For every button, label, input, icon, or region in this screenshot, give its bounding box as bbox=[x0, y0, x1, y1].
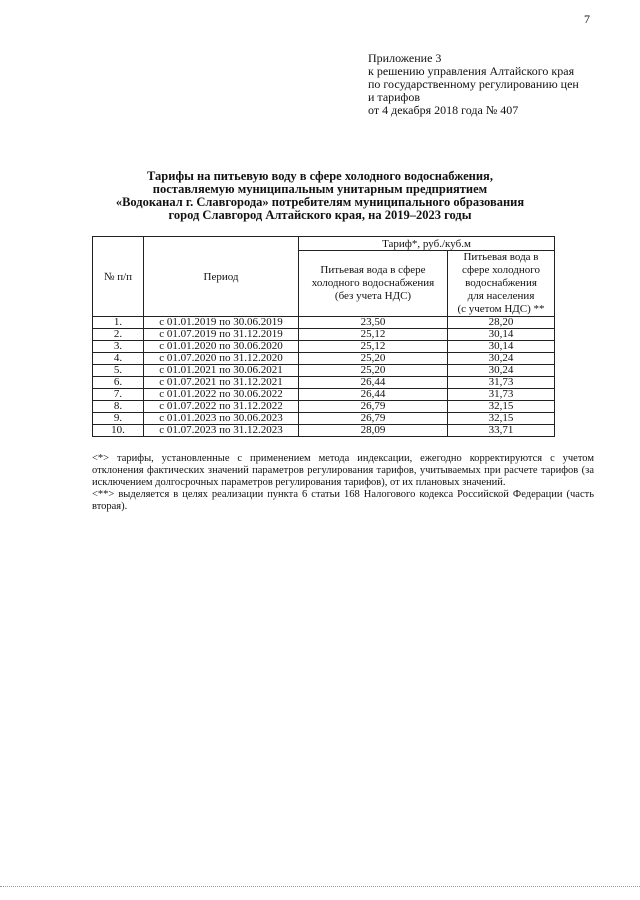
title-line: Тарифы на питьевую воду в сфере холодного водоснабжения, bbox=[147, 169, 493, 183]
row-population: 30,14 bbox=[448, 341, 555, 353]
row-without-vat: 28,09 bbox=[299, 425, 448, 437]
row-period: с 01.01.2022 по 30.06.2022 bbox=[144, 389, 299, 401]
row-population: 32,15 bbox=[448, 413, 555, 425]
row-period: с 01.01.2023 по 30.06.2023 bbox=[144, 413, 299, 425]
footnotes bbox=[92, 453, 594, 513]
row-period: с 01.07.2019 по 31.12.2019 bbox=[144, 329, 299, 341]
row-period: с 01.01.2021 по 30.06.2021 bbox=[144, 365, 299, 377]
header-period: Период bbox=[144, 237, 299, 317]
header-population bbox=[448, 251, 555, 317]
header-population-line: Питьевая вода в сфере холодного водоснабжения bbox=[462, 251, 540, 289]
table-row bbox=[93, 317, 555, 329]
row-without-vat: 25,12 bbox=[299, 329, 448, 341]
table-row bbox=[93, 389, 555, 401]
row-num: 3. bbox=[93, 341, 144, 353]
row-period: с 01.07.2020 по 31.12.2020 bbox=[144, 353, 299, 365]
row-num: 6. bbox=[93, 377, 144, 389]
row-population: 32,15 bbox=[448, 401, 555, 413]
row-num: 5. bbox=[93, 365, 144, 377]
appendix-line: по государственному регулированию цен bbox=[368, 77, 579, 91]
title-line: город Славгород Алтайского края, на 2019–2023 годы bbox=[168, 208, 472, 222]
title-line: «Водоканал г. Славгорода» потребителям муниципального образования bbox=[115, 195, 525, 209]
row-num: 4. bbox=[93, 353, 144, 365]
row-without-vat: 26,44 bbox=[299, 389, 448, 401]
table-row bbox=[93, 365, 555, 377]
table-row bbox=[93, 377, 555, 389]
header-without-vat: Питьевая вода в сфере холодного водоснабжения (без учета НДС) bbox=[299, 251, 448, 317]
footnote-vat: <**> выделяется в целях реализации пункта 6 статьи 168 Налогового кодекса Российской Федерации (часть вторая). bbox=[92, 489, 594, 512]
header-num: № п/п bbox=[93, 237, 144, 317]
row-population: 30,14 bbox=[448, 329, 555, 341]
table-row bbox=[93, 413, 555, 425]
page-bottom-rule bbox=[0, 886, 640, 887]
row-num: 9. bbox=[93, 413, 144, 425]
appendix-block bbox=[368, 52, 630, 117]
appendix-line: от 4 декабря 2018 года № 407 bbox=[368, 103, 519, 117]
row-num: 1. bbox=[93, 317, 144, 329]
table-row bbox=[93, 341, 555, 353]
row-period: с 01.07.2021 по 31.12.2021 bbox=[144, 377, 299, 389]
row-period: с 01.01.2020 по 30.06.2020 bbox=[144, 341, 299, 353]
row-period: с 01.07.2022 по 31.12.2022 bbox=[144, 401, 299, 413]
page-number: 7 bbox=[584, 12, 590, 26]
row-without-vat: 25,20 bbox=[299, 353, 448, 365]
row-without-vat: 26,79 bbox=[299, 401, 448, 413]
document-title bbox=[0, 170, 640, 222]
table-row bbox=[93, 353, 555, 365]
header-tariff-group: Тариф*, руб./куб.м bbox=[299, 237, 555, 251]
row-period: с 01.01.2019 по 30.06.2019 bbox=[144, 317, 299, 329]
row-without-vat: 23,50 bbox=[299, 317, 448, 329]
footnote-indexation: <*> тарифы, установленные с применением метода индексации, ежегодно корректируются с учетом отклонения фактических значений параметров регулирования тарифов, учитываемых при расчете тарифов (за исключением долгосрочных параметров регулирования тарифов), от их плановых значений. bbox=[92, 453, 594, 488]
appendix-line: к решению управления Алтайского края bbox=[368, 64, 575, 78]
header-population-line: (с учетом НДС) ** bbox=[457, 303, 545, 315]
row-population: 31,73 bbox=[448, 389, 555, 401]
appendix-line: и тарифов bbox=[368, 90, 421, 104]
row-without-vat: 26,79 bbox=[299, 413, 448, 425]
header-population-line: для населения bbox=[467, 290, 535, 302]
row-population: 30,24 bbox=[448, 353, 555, 365]
tariff-table bbox=[92, 236, 555, 437]
row-population: 33,71 bbox=[448, 425, 555, 437]
row-without-vat: 25,12 bbox=[299, 341, 448, 353]
row-num: 2. bbox=[93, 329, 144, 341]
row-population: 31,73 bbox=[448, 377, 555, 389]
row-num: 7. bbox=[93, 389, 144, 401]
row-period: с 01.07.2023 по 31.12.2023 bbox=[144, 425, 299, 437]
table-row bbox=[93, 401, 555, 413]
row-num: 10. bbox=[93, 425, 144, 437]
title-line: поставляемую муниципальным унитарным предприятием bbox=[152, 182, 488, 196]
table-row bbox=[93, 329, 555, 341]
table-row bbox=[93, 425, 555, 437]
row-population: 30,24 bbox=[448, 365, 555, 377]
appendix-line: Приложение 3 bbox=[368, 51, 442, 65]
row-population: 28,20 bbox=[448, 317, 555, 329]
row-without-vat: 25,20 bbox=[299, 365, 448, 377]
row-without-vat: 26,44 bbox=[299, 377, 448, 389]
row-num: 8. bbox=[93, 401, 144, 413]
